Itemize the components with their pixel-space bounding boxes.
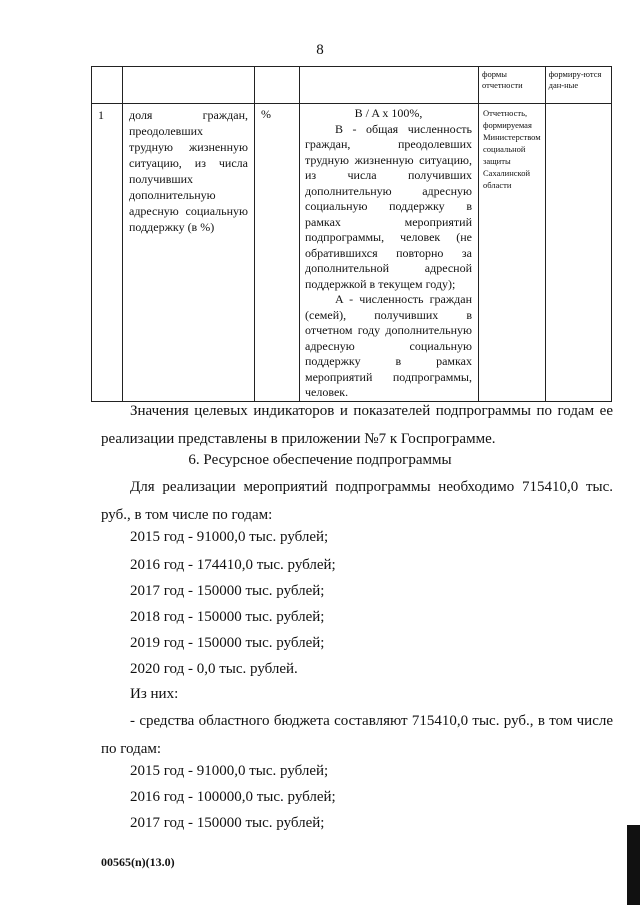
year-line: 2016 год - 174410,0 тыс. рублей;: [130, 557, 336, 573]
section-heading: 6. Ресурсное обеспечение подпрограммы: [188, 452, 452, 468]
of-them-label: Из них:: [130, 686, 179, 702]
year-line: 2017 год - 150000 тыс. рублей;: [130, 815, 325, 831]
year-line: 2015 год - 91000,0 тыс. рублей;: [130, 763, 329, 779]
total-funding-paragraph: [101, 473, 613, 529]
extra-cell: [546, 104, 611, 107]
indicator-name: доля граждан, преодолевших трудную жизненную ситуацию, из числа получивших дополнительную адресную социальную поддержку (в %): [129, 108, 248, 234]
year-line: 2016 год - 100000,0 тыс. рублей;: [130, 789, 336, 805]
regional-budget-paragraph: [101, 707, 613, 763]
unit-of-measure: %: [261, 107, 271, 121]
indicators-paragraph: [101, 397, 613, 453]
table-cell: [300, 104, 479, 402]
year-line: 2019 год - 150000 тыс. рублей;: [130, 635, 325, 651]
paragraph-text: Для реализации мероприятий подпрограммы необходимо 715410,0 тыс. руб., в том числе по годам:: [101, 479, 613, 523]
table-row: [92, 104, 612, 402]
paragraph-text: Значения целевых индикаторов и показателей подпрограммы по годам ее реализации представлены в приложении №7 к Госпрограмме.: [101, 403, 613, 447]
table-cell: [255, 104, 300, 402]
calculation-formula: [300, 104, 478, 401]
table-header-row: [92, 67, 612, 104]
formula-definition-b: B - общая численность граждан, преодолевших трудную жизненную ситуацию, из числа получивших дополнительную адресную социальную поддержку в рамках мероприятий подпрограммы, человек (не обратившихся повторно за дополнительной адресной поддержкой в текущем году);: [305, 121, 472, 291]
table-cell: [123, 67, 255, 104]
data-source: Отчетность, формируемая Министерством социальной защиты Сахалинской области: [483, 108, 541, 190]
page-number: 8: [316, 42, 324, 58]
table-cell: [479, 104, 546, 402]
year-line: 2015 год - 91000,0 тыс. рублей;: [130, 529, 329, 545]
year-line: 2017 год - 150000 тыс. рублей;: [130, 583, 325, 599]
scan-edge-bar: [627, 825, 640, 905]
table-cell: [92, 104, 123, 402]
formula-expression: B / A x 100%,: [354, 106, 423, 120]
table-cell: [479, 67, 546, 104]
formula-definition-a: A - численность граждан (семей), получивших в отчетном году дополнительную адресную социальную поддержку в рамках мероприятий подпрограммы, человек.: [305, 292, 472, 399]
table-cell: [123, 104, 255, 402]
row-number: 1: [98, 108, 104, 122]
table-cell: [300, 67, 479, 104]
table-cell: [545, 67, 611, 104]
paragraph-text: - средства областного бюджета составляют 715410,0 тыс. руб., в том числе по годам:: [101, 713, 613, 757]
indicator-table: [91, 66, 612, 402]
header-reporting-forms: формы отчетности: [482, 69, 523, 90]
year-line: 2018 год - 150000 тыс. рублей;: [130, 609, 325, 625]
header-data-formed: формиру-ются дан-ные: [548, 69, 602, 90]
table-cell: [255, 67, 300, 104]
year-line: 2020 год - 0,0 тыс. рублей.: [130, 661, 298, 677]
table-cell: [545, 104, 611, 402]
table-cell: [92, 67, 123, 104]
document-code: 00565(n)(13.0): [101, 855, 175, 869]
